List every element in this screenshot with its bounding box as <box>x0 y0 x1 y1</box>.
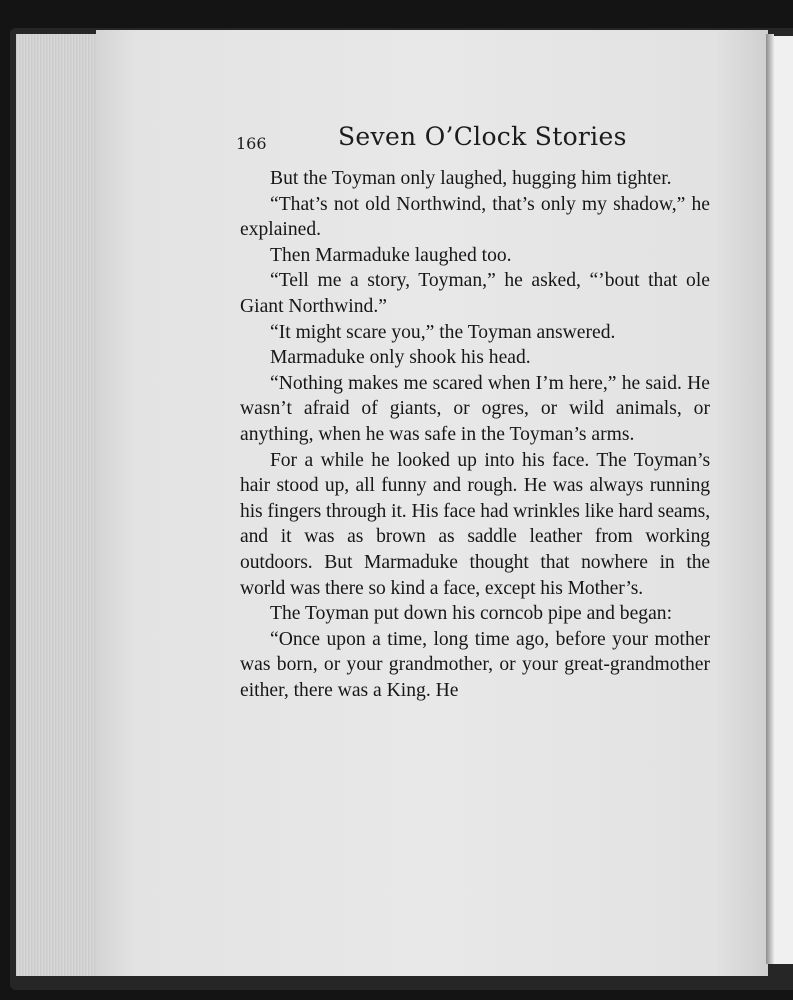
paragraph: “It might scare you,” the Toyman answered. <box>270 321 616 343</box>
page-edges <box>16 34 106 976</box>
paragraph: “Tell me a story, Toyman,” he asked, “’bout that ole Giant Northwind.” <box>240 270 710 317</box>
facing-page-edge <box>774 36 793 964</box>
paragraph: The Toyman put down his corncob pipe and began: <box>270 603 673 625</box>
page-number: 166 <box>236 134 267 153</box>
paragraph: “That’s not old Northwind, that’s only my shadow,” he explained. <box>240 193 710 241</box>
book-gutter <box>766 34 774 964</box>
body-text <box>240 166 710 703</box>
page-header <box>236 120 696 160</box>
paragraph: But the Toyman only laughed, hugging him tighter. <box>270 168 672 189</box>
paragraph: “Once upon a time, long time ago, before your mother was born, or your grandmother, or your great-grandmother either, there was a King. He <box>240 628 710 701</box>
paragraph: For a while he looked up into his face. The Toyman’s hair stood up, all funny and rough. He was always running his fingers through it. His face had wrinkles like hard seams, and it was as brown as saddle leather from working outdoors. But Marmaduke thought that nowhere in the world was there so kind a face, except his Mother’s. <box>240 449 710 599</box>
paragraph: Marmaduke only shook his head. <box>270 347 531 369</box>
paragraph: “Nothing makes me scared when I’m here,” he said. He wasn’t afraid of giants, or ogres, or wild animals, or anything, when he was safe in the Toyman’s arms. <box>240 372 710 445</box>
running-title: Seven O’Clock Stories <box>338 122 627 151</box>
paragraph: Then Marmaduke laughed too. <box>270 244 512 266</box>
